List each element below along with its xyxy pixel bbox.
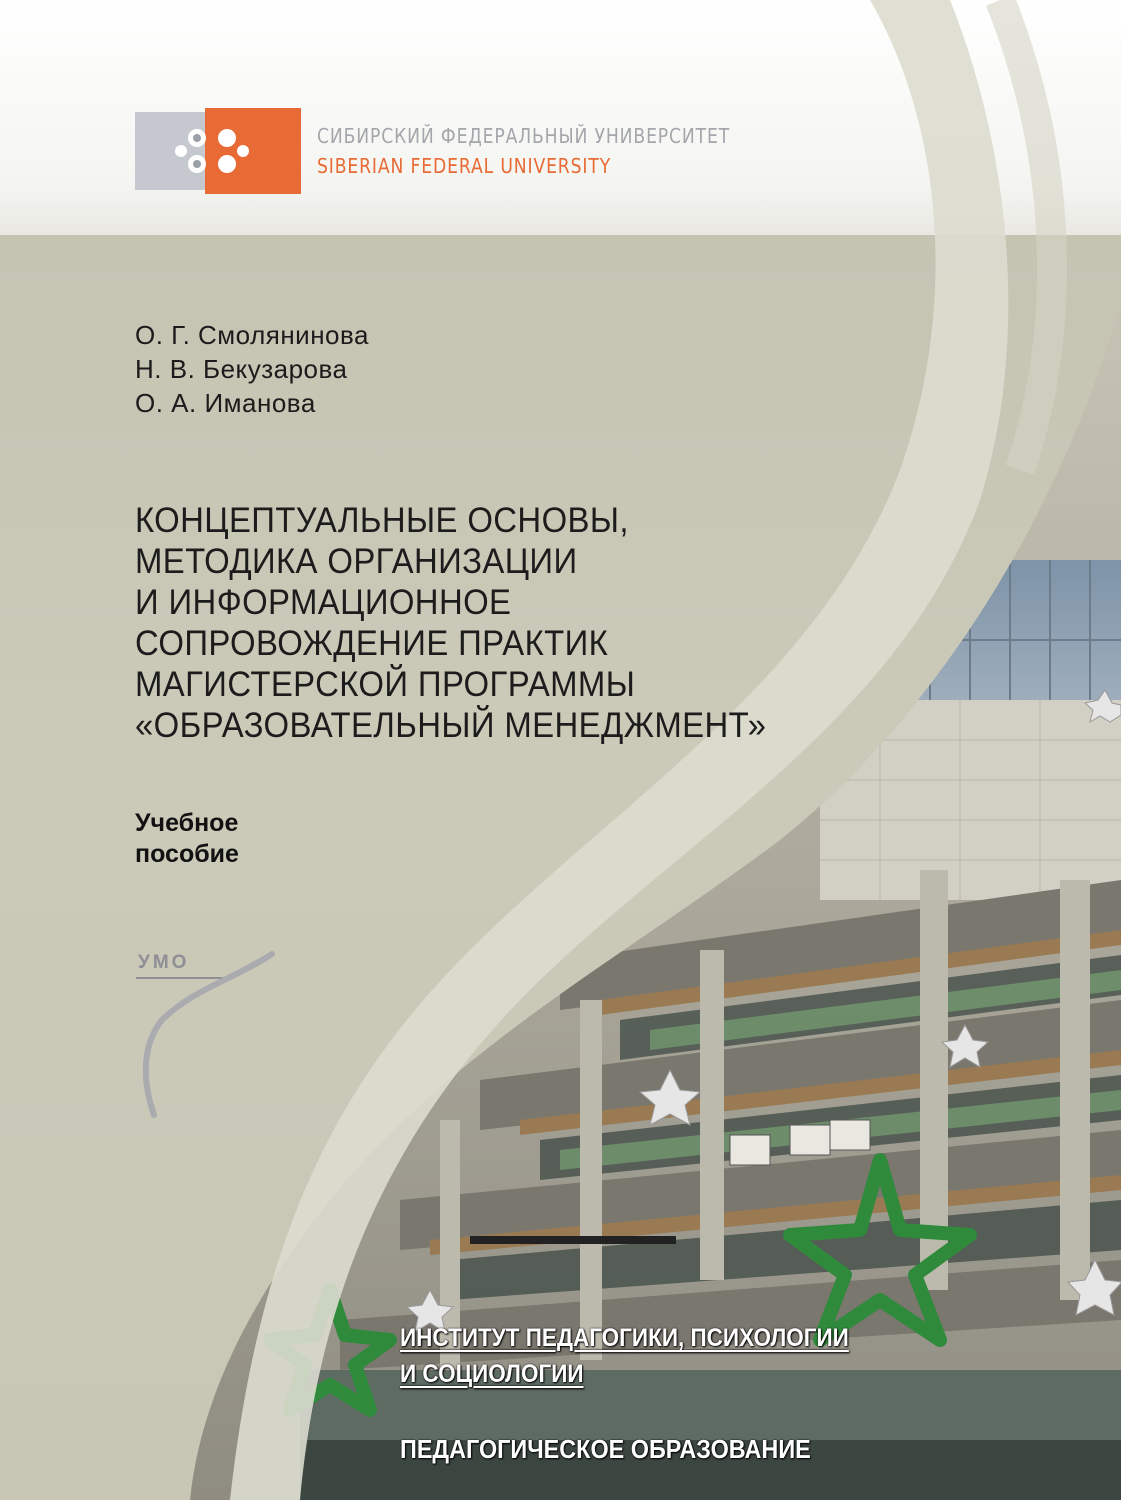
decorative-bar xyxy=(470,1236,676,1244)
author-1: О. Г. Смолянинова xyxy=(135,320,369,350)
title-line: КОНЦЕПТУАЛЬНЫЕ ОСНОВЫ, xyxy=(135,501,629,540)
book-type-line: Учебное xyxy=(135,809,239,837)
title-line: СОПРОВОЖДЕНИЕ ПРАКТИК xyxy=(135,624,609,663)
series-name: ПЕДАГОГИЧЕСКОЕ ОБРАЗОВАНИЕ xyxy=(400,1434,811,1464)
umo-label: УМО xyxy=(138,952,190,973)
book-type-line: пособие xyxy=(135,840,239,868)
author-3: О. А. Иманова xyxy=(135,388,316,418)
sfu-mark-icon xyxy=(135,108,303,194)
title-line: И ИНФОРМАЦИОННОЕ xyxy=(135,583,512,622)
authors-list xyxy=(135,318,369,420)
institute-name xyxy=(400,1320,899,1392)
university-name-en: SIBERIAN FEDERAL UNIVERSITY xyxy=(317,154,612,178)
institute-line: ИНСТИТУТ ПЕДАГОГИКИ, ПСИХОЛОГИИ xyxy=(400,1324,849,1352)
institute-line: И СОЦИОЛОГИИ xyxy=(400,1360,584,1388)
university-name-ru: СИБИРСКИЙ ФЕДЕРАЛЬНЫЙ УНИВЕРСИТЕТ xyxy=(317,124,731,148)
umo-swoosh-icon xyxy=(132,950,282,1120)
title-line: МАГИСТЕРСКОЙ ПРОГРАММЫ xyxy=(135,665,636,704)
title-line: «ОБРАЗОВАТЕЛЬНЫЙ МЕНЕДЖМЕНТ» xyxy=(135,706,767,745)
book-title xyxy=(135,500,895,746)
book-type xyxy=(135,808,239,870)
title-line: МЕТОДИКА ОРГАНИЗАЦИИ xyxy=(135,542,578,581)
umo-logo xyxy=(132,950,282,1120)
author-2: Н. В. Бекузарова xyxy=(135,354,348,384)
university-logo xyxy=(135,108,735,198)
